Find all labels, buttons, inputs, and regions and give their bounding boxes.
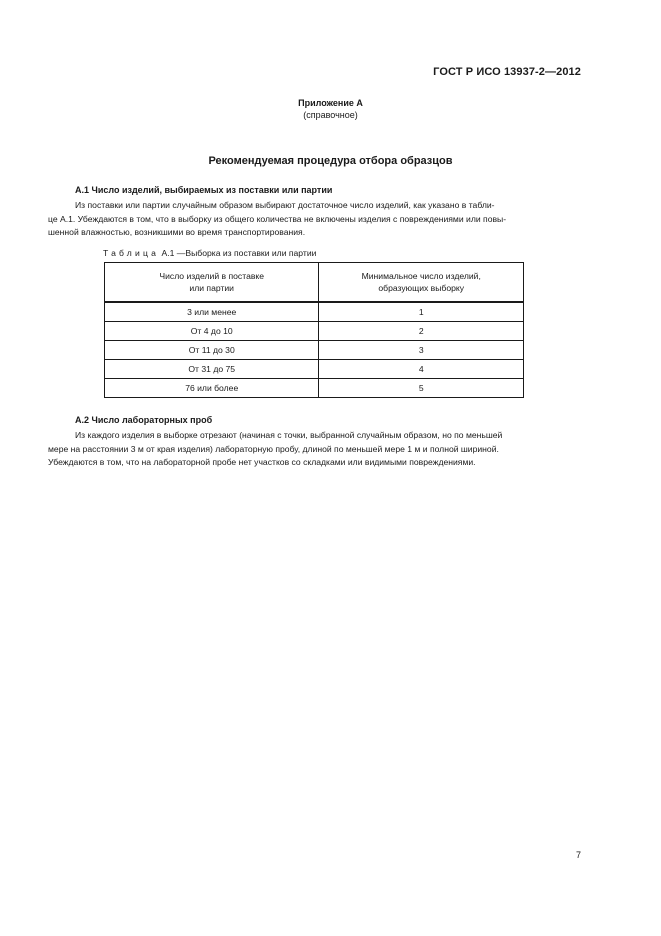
page-number: 7: [575, 850, 581, 860]
table-cell: 1: [319, 302, 524, 322]
table-cell: От 4 до 10: [105, 322, 319, 341]
section-a1-paragraph: [48, 199, 581, 240]
document-title: Рекомендуемая процедура отбора образцов: [208, 155, 453, 167]
section-a2-heading: А.2 Число лабораторных проб: [75, 415, 213, 425]
table-cell: От 31 до 75: [105, 360, 319, 379]
table-header-cell: Минимальное число изделий, образующих выборку: [319, 263, 524, 303]
table-cell: 76 или более: [105, 379, 319, 398]
table-cell: 3: [319, 341, 524, 360]
table-cell: 4: [319, 360, 524, 379]
paragraph-line: шенной влажностью, возникшими во время транспортирования.: [48, 227, 306, 238]
annex-title: Приложение А: [298, 98, 363, 108]
table-cell: От 11 до 30: [105, 341, 319, 360]
paragraph-line: Из поставки или партии случайным образом выбирают достаточное число изделий, как указано в табли-: [75, 200, 495, 210]
annex-subtitle: (справочное): [303, 110, 358, 120]
standard-id: ГОСТ Р ИСО 13937-2—2012: [433, 66, 581, 78]
table-row: [105, 341, 524, 360]
paragraph-line: Убеждаются в том, что на лабораторной пробе нет участков со складками или видимыми повреждениями.: [48, 457, 476, 468]
sample-table: [104, 262, 524, 398]
table-cell: 2: [319, 322, 524, 341]
paragraph-line: це А.1. Убеждаются в том, что в выборку из общего количества не включены изделия с повреждениями или повы-: [48, 213, 507, 224]
table-cell: 5: [319, 379, 524, 398]
table-header-cell: Число изделий в поставке или партии: [105, 263, 319, 303]
table-header-row: [105, 263, 524, 303]
section-a2-paragraph: [48, 429, 581, 470]
table-row: [105, 322, 524, 341]
paragraph-line: Из каждого изделия в выборке отрезают (начиная с точки, выбранной случайным образом, но по меньшей: [75, 430, 503, 440]
table-caption: Таблица А.1 —Выборка из поставки или партии: [103, 248, 317, 258]
table-row: [105, 379, 524, 398]
table-cell: 3 или менее: [105, 302, 319, 322]
paragraph-line: мере на расстоянии 3 м от края изделия) лабораторную пробу, длиной по меньшей мере 1 м и полной шириной.: [48, 443, 499, 454]
table-row: [105, 302, 524, 322]
section-a1-heading: А.1 Число изделий, выбираемых из поставки или партии: [75, 185, 333, 195]
table-row: [105, 360, 524, 379]
